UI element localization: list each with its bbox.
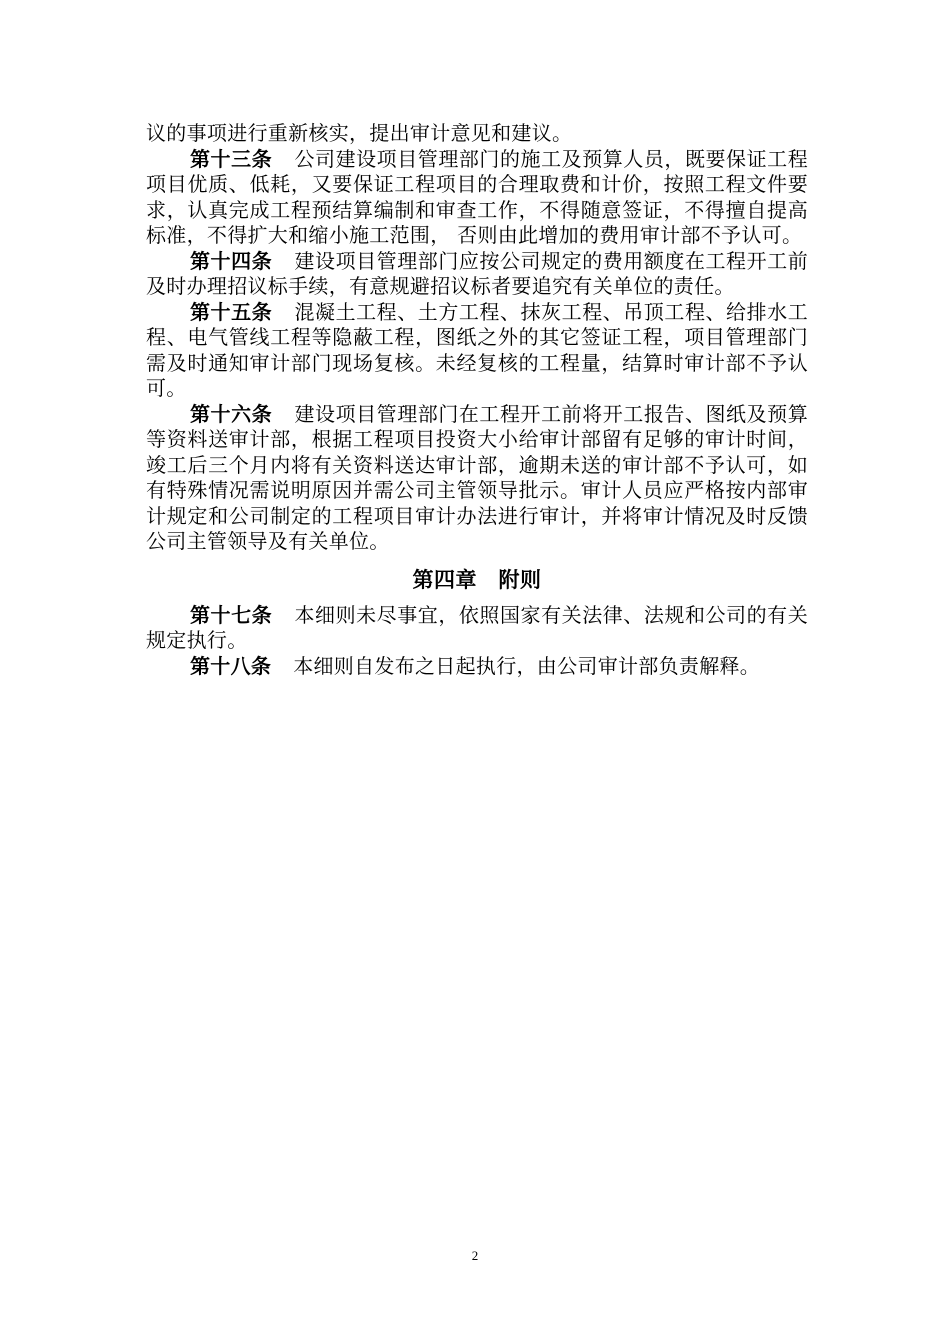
article-text: 本细则自发布之日起执行，由公司审计部负责解释。 bbox=[293, 653, 761, 678]
article-15 bbox=[146, 300, 808, 402]
article-text: 本细则未尽事宜，依照国家有关法律、法规和公司的有关规定执行。 bbox=[146, 602, 809, 652]
article-text: 公司建设项目管理部门的施工及预算人员，既要保证工程项目优质、低耗，又要保证工程项目的合理取费和计价，按照工程文件要求，认真完成工程预结算编制和审查工作，不得随意签证，不得擅自提高标准，不得扩大和缩小施工范围， 否则由此增加的费用审计部不予认可。 bbox=[146, 146, 809, 247]
article-label: 第十四条 bbox=[190, 248, 273, 273]
article-label: 第十五条 bbox=[190, 299, 273, 324]
document-body bbox=[146, 121, 808, 679]
page-number: 2 bbox=[471, 1248, 479, 1263]
article-label: 第十八条 bbox=[190, 653, 272, 678]
article-14 bbox=[146, 249, 808, 300]
article-text: 建设项目管理部门应按公司规定的费用额度在工程开工前及时办理招议标手续，有意规避招议标者要追究有关单位的责任。 bbox=[146, 248, 809, 298]
article-text: 建设项目管理部门在工程开工前将开工报告、图纸及预算等资料送审计部，根据工程项目投资大小给审计部留有足够的审计时间，竣工后三个月内将有关资料送达审计部，逾期未送的审计部不予认可，如有特殊情况需说明原因并需公司主管领导批示。审计人员应严格按内部审计规定和公司制定的工程项目审计办法进行审计，并将审计情况及时反馈公司主管领导及有关单位。 bbox=[146, 401, 809, 553]
article-16 bbox=[146, 402, 808, 555]
article-13 bbox=[146, 147, 808, 249]
chapter-heading: 第四章 附则 bbox=[412, 567, 542, 592]
article-18 bbox=[146, 654, 808, 680]
article-label: 第十六条 bbox=[190, 401, 273, 426]
continuation-paragraph: 议的事项进行重新核实，提出审计意见和建议。 bbox=[146, 121, 573, 145]
article-label: 第十三条 bbox=[190, 146, 273, 171]
article-17 bbox=[146, 603, 808, 654]
article-label: 第十七条 bbox=[190, 602, 273, 627]
article-text: 混凝土工程、土方工程、抹灰工程、吊顶工程、给排水工程、电气管线工程等隐蔽工程，图纸之外的其它签证工程，项目管理部门需及时通知审计部门现场复核。未经复核的工程量，结算时审计部不予认可。 bbox=[146, 299, 809, 400]
